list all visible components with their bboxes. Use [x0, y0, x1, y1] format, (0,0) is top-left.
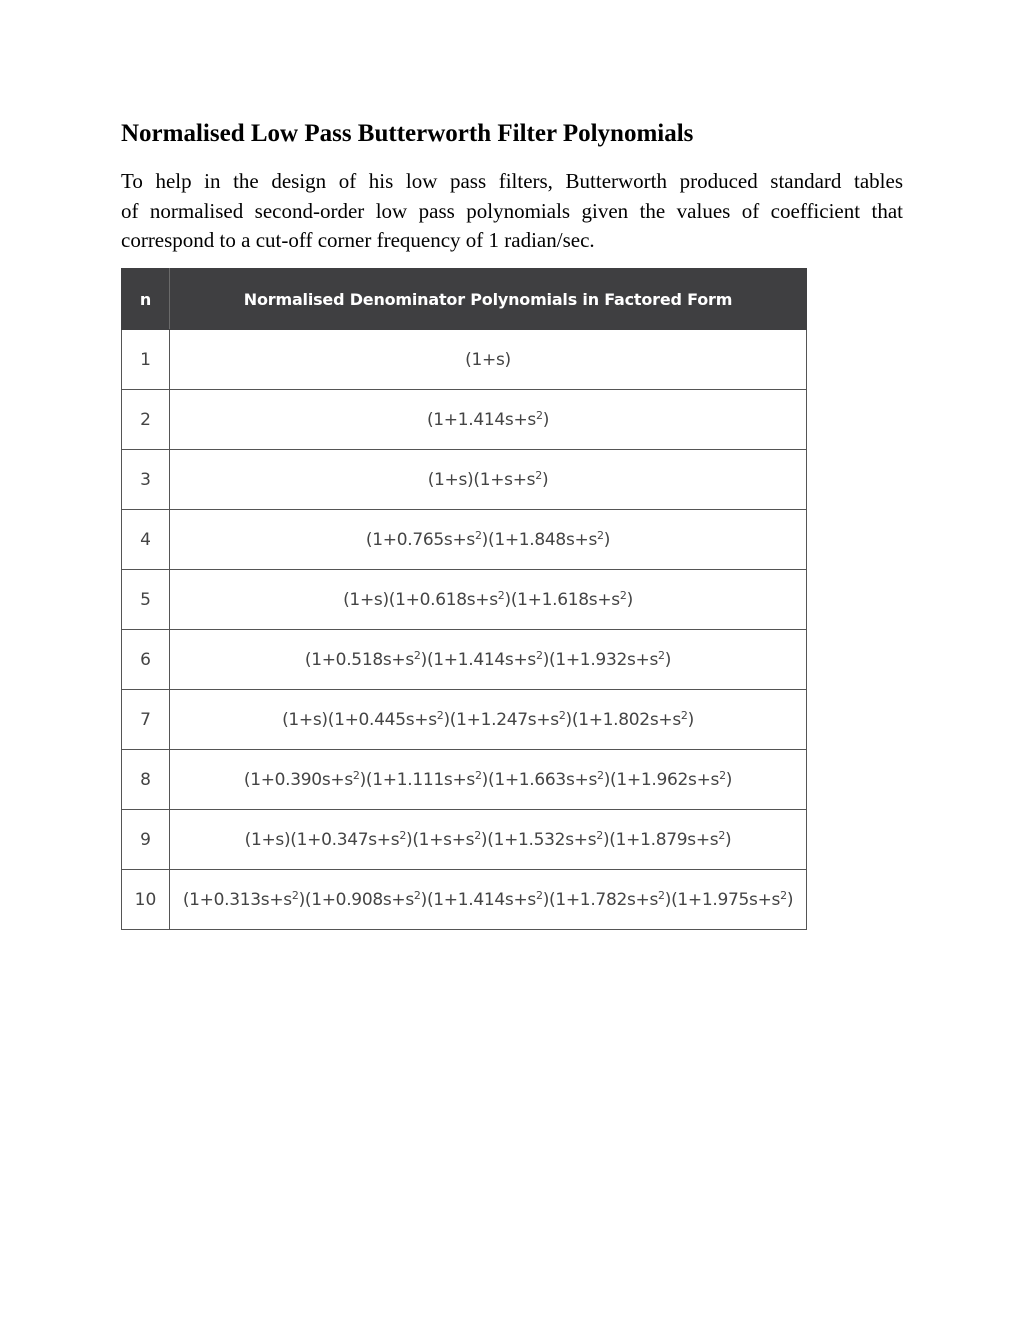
- exponent: 2: [558, 708, 566, 722]
- polynomial-cell: $(1+0.518s+s^2)(1+1.414s+s^2)(1+1.932s+s^2)$: [170, 630, 807, 690]
- document-title: Normalised Low Pass Butterworth Filter Polynomials: [121, 120, 694, 147]
- header-n: n: [122, 269, 170, 330]
- order-cell: 9: [122, 810, 170, 870]
- order-cell: 6: [122, 630, 170, 690]
- exponent: 2: [597, 528, 604, 542]
- order-cell: 2: [122, 390, 170, 450]
- polynomial-cell: $(1+1.414s+s^2)$: [170, 390, 807, 450]
- table-row: [122, 630, 807, 690]
- exponent: 2: [596, 828, 603, 842]
- exponent: 2: [658, 888, 665, 902]
- table-row: [122, 330, 807, 390]
- order-cell: 8: [122, 750, 170, 810]
- butterworth-polynomial-table: [121, 268, 807, 930]
- polynomial-cell: $(1+s)(1+0.347s+s^2)(1+s+s^2)(1+1.532s+s^2)(1+1.879s+s^2)$: [170, 810, 807, 870]
- table-row: [122, 450, 807, 510]
- table-row: [122, 690, 807, 750]
- intro-line: of normalised second-order low pass polynomials given the values of coefficient that: [121, 198, 903, 223]
- exponent: 2: [474, 828, 481, 842]
- exponent: 2: [780, 888, 787, 902]
- exponent: 2: [413, 888, 421, 902]
- intro-line: To help in the design of his low pass filters, Butterworth produced standard tables: [121, 169, 903, 193]
- table-row: [122, 810, 807, 870]
- exponent: 2: [413, 648, 421, 662]
- exponent: 2: [535, 888, 543, 902]
- exponent: 2: [497, 588, 505, 602]
- table-body: [122, 330, 807, 930]
- order-cell: 7: [122, 690, 170, 750]
- table-row: [122, 510, 807, 570]
- polynomial-cell: (1+s): [170, 330, 807, 390]
- table-row: [122, 870, 807, 930]
- order-cell: 10: [122, 870, 170, 930]
- exponent: 2: [535, 648, 543, 662]
- exponent: 2: [718, 828, 726, 842]
- exponent: 2: [399, 828, 407, 842]
- polynomial-cell: $(1+0.390s+s^2)(1+1.111s+s^2)(1+1.663s+s^2)(1+1.962s+s^2)$: [170, 750, 807, 810]
- order-cell: 5: [122, 570, 170, 630]
- exponent: 2: [597, 768, 604, 782]
- polynomial-cell: $(1+s)(1+0.445s+s^2)(1+1.247s+s^2)(1+1.802s+s^2)$: [170, 690, 807, 750]
- order-cell: 4: [122, 510, 170, 570]
- exponent: 2: [352, 768, 360, 782]
- exponent: 2: [619, 588, 627, 602]
- exponent: 2: [436, 708, 444, 722]
- exponent: 2: [474, 528, 482, 542]
- exponent: 2: [291, 888, 299, 902]
- exponent: 2: [474, 768, 482, 782]
- polynomial-cell: $(1+s)(1+s+s^2)$: [170, 450, 807, 510]
- intro-paragraph: [121, 167, 903, 256]
- table-row: [122, 570, 807, 630]
- header-polynomial: Normalised Denominator Polynomials in Factored Form: [170, 269, 807, 330]
- exponent: 2: [535, 468, 542, 482]
- table-header: [122, 269, 807, 330]
- polynomial-cell: $(1+0.313s+s^2)(1+0.908s+s^2)(1+1.414s+s^2)(1+1.782s+s^2)(1+1.975s+s^2)$: [170, 870, 807, 930]
- polynomial-cell: $(1+0.765s+s^2)(1+1.848s+s^2)$: [170, 510, 807, 570]
- intro-line: correspond to a cut-off corner frequency of 1 radian/sec.: [121, 228, 595, 252]
- exponent: 2: [680, 708, 688, 722]
- exponent: 2: [535, 408, 543, 422]
- table-row: [122, 750, 807, 810]
- table-header-row: [122, 269, 807, 330]
- polynomial-cell: $(1+s)(1+0.618s+s^2)(1+1.618s+s^2)$: [170, 570, 807, 630]
- order-cell: 1: [122, 330, 170, 390]
- order-cell: 3: [122, 450, 170, 510]
- exponent: 2: [658, 648, 665, 662]
- table-row: [122, 390, 807, 450]
- exponent: 2: [719, 768, 726, 782]
